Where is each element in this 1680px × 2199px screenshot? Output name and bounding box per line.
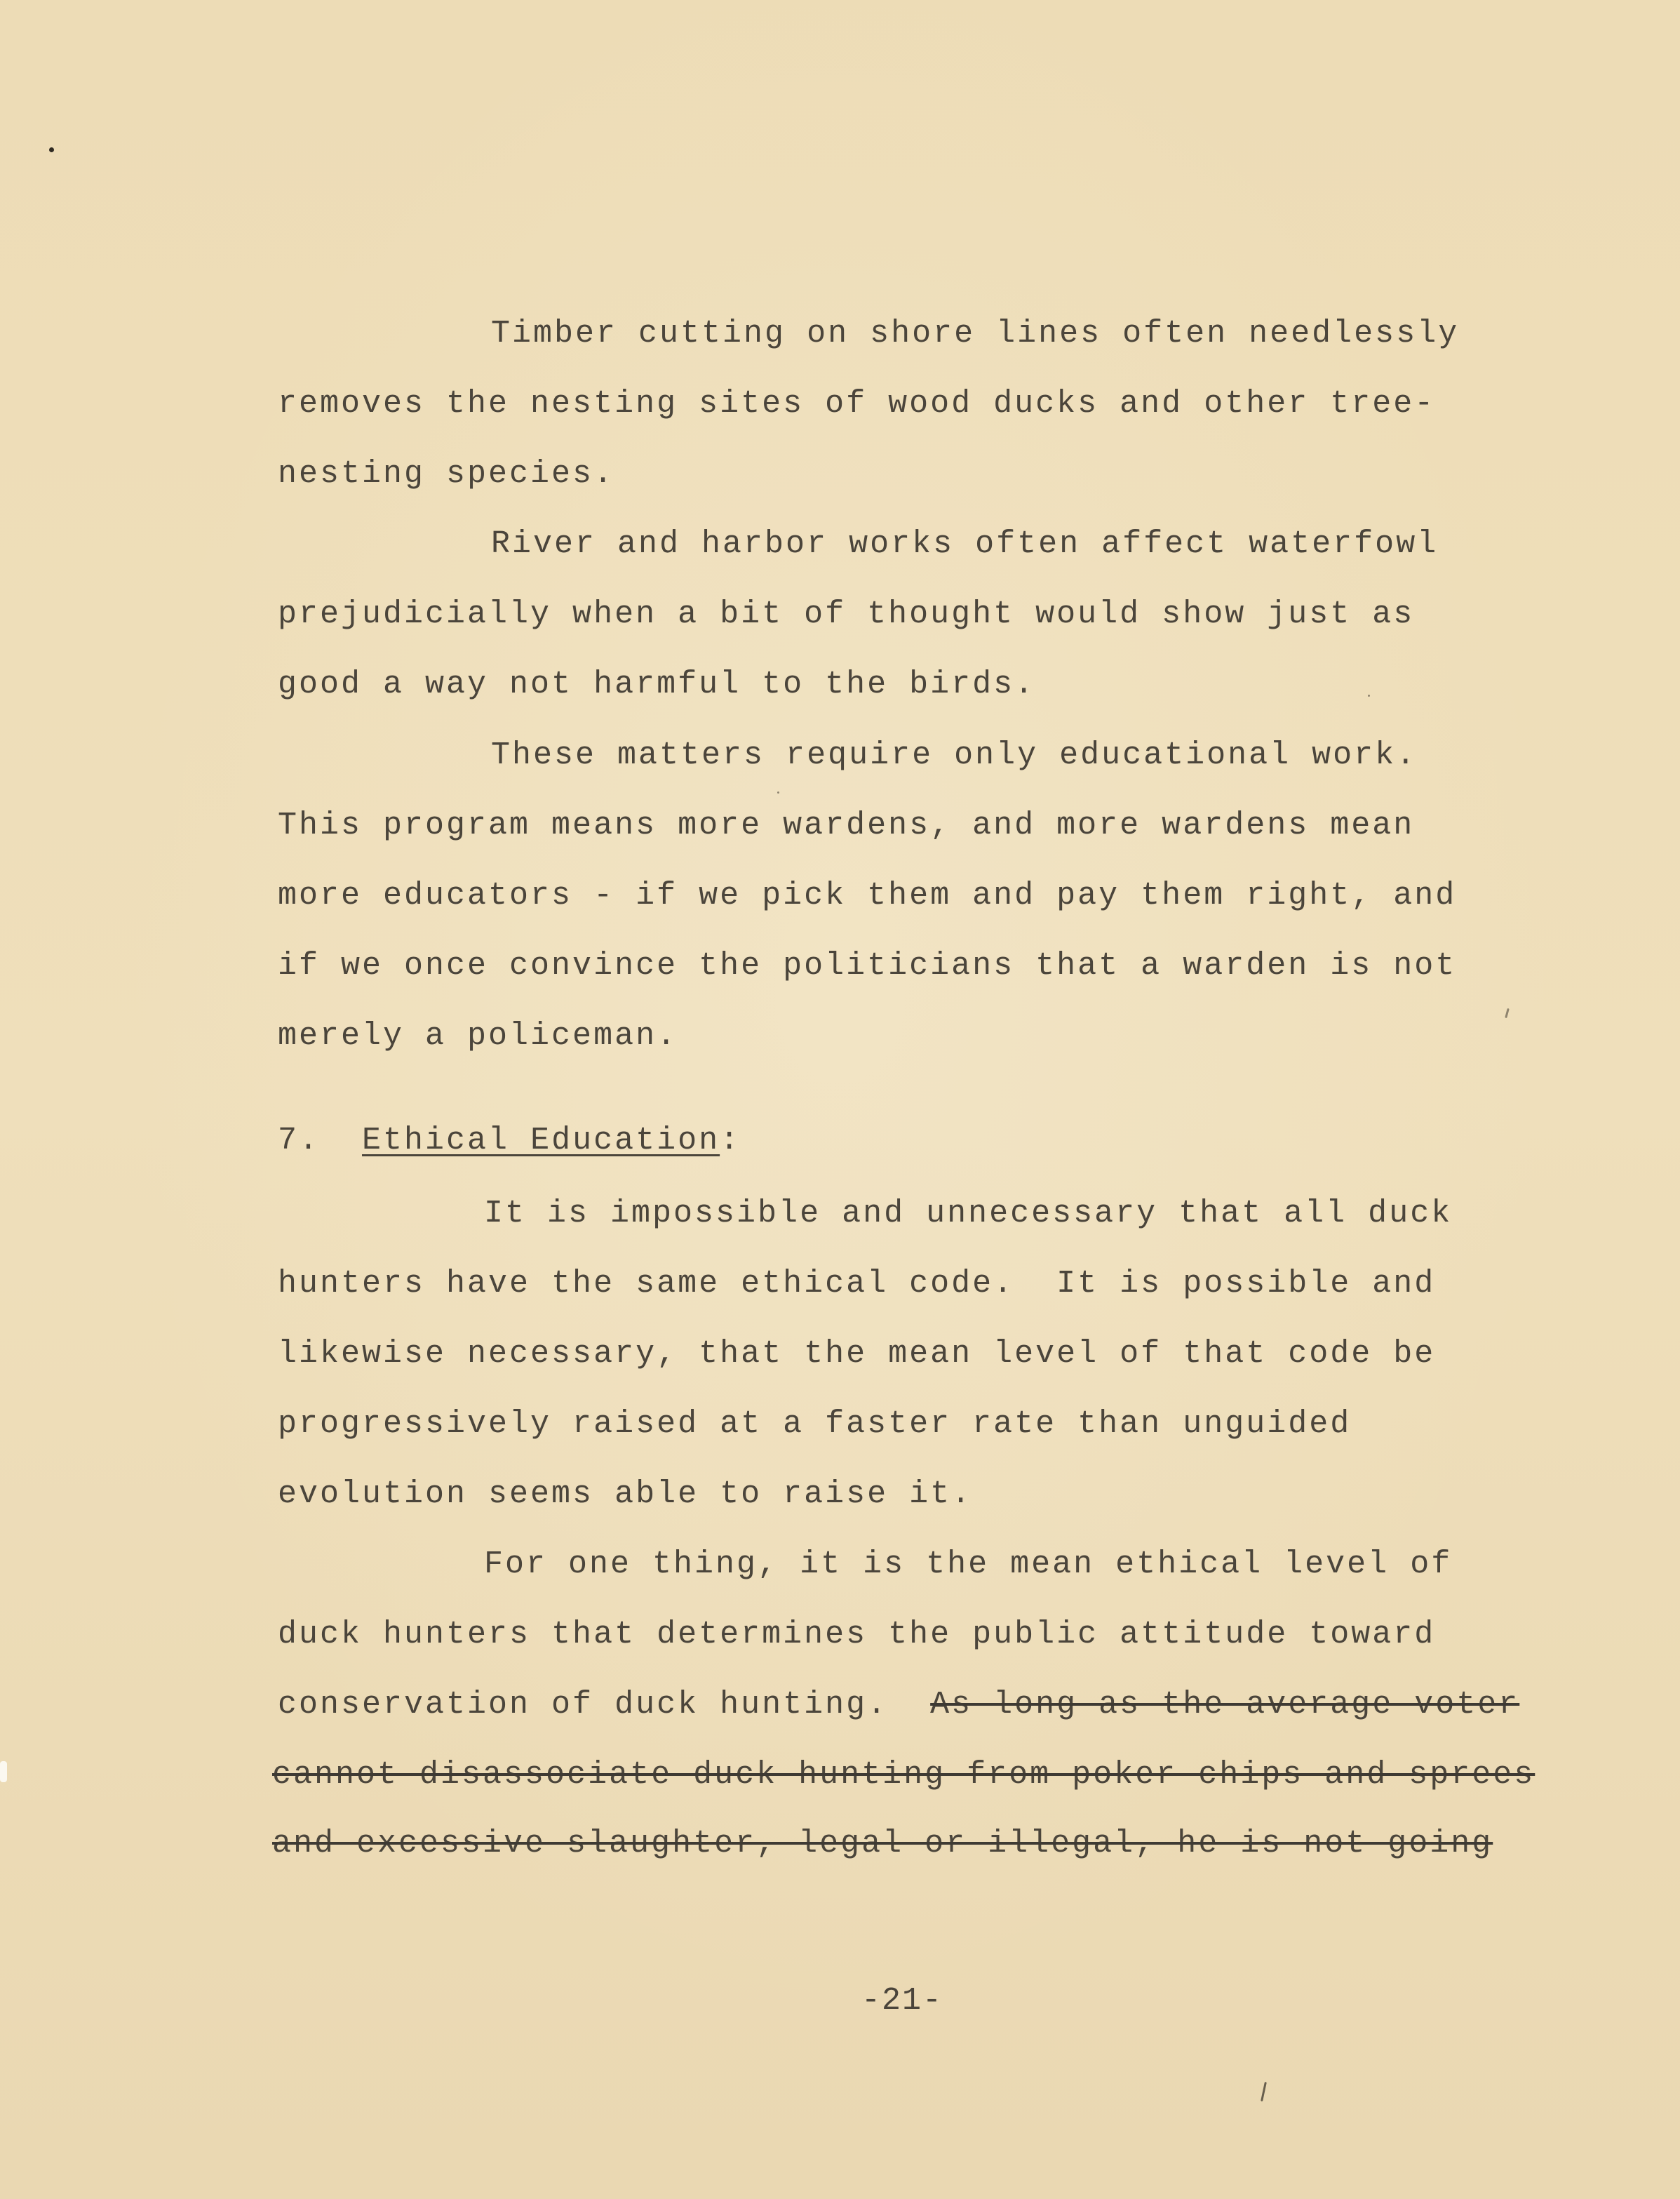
text-segment: conservation of duck hunting.: [278, 1687, 931, 1723]
paper-speck: [1368, 695, 1370, 697]
section-colon: :: [720, 1123, 741, 1158]
text-line: more educators - if we pick them and pay them right, and: [278, 878, 1457, 914]
text-line: merely a policeman.: [278, 1018, 678, 1054]
section-heading: [278, 1120, 741, 1162]
section-number: 7.: [278, 1123, 321, 1158]
text-line: prejudicially when a bit of thought would show just as: [278, 596, 1415, 632]
text-line: For one thing, it is the mean ethical level of: [484, 1546, 1453, 1582]
text-line: likewise necessary, that the mean level of that code be: [278, 1336, 1436, 1372]
paper-speck: [777, 791, 779, 794]
text-line: duck hunters that determines the public attitude toward: [278, 1617, 1436, 1652]
text-line: It is impossible and unnecessary that all duck: [484, 1196, 1453, 1231]
section-title: Ethical Education: [362, 1123, 720, 1158]
text-line: removes the nesting sites of wood ducks and other tree-: [278, 386, 1436, 422]
text-line: This program means more wardens, and more wardens mean: [278, 808, 1415, 843]
text-line: evolution seems able to raise it.: [278, 1476, 973, 1512]
struck-text-line: and excessive slaughter, legal or illegal, he is not going: [272, 1826, 1493, 1862]
pen-mark: [1261, 2082, 1267, 2101]
text-line: [278, 1684, 1519, 1726]
text-line: hunters have the same ethical code. It is possible and: [278, 1266, 1436, 1302]
text-line: These matters require only educational work.: [491, 737, 1418, 773]
edge-hole: [0, 1761, 7, 1782]
text-line: Timber cutting on shore lines often needlessly: [491, 316, 1460, 352]
text-line: River and harbor works often affect waterfowl: [491, 526, 1439, 562]
paper-speck: [49, 147, 54, 152]
text-line: if we once convince the politicians that a warden is not: [278, 948, 1457, 984]
page-number: -21-: [861, 1983, 943, 2019]
text-line: progressively raised at a faster rate than unguided: [278, 1406, 1352, 1442]
struck-text-line: cannot disassociate duck hunting from poker chips and sprees: [272, 1757, 1535, 1793]
struck-text: As long as the average voter: [930, 1687, 1520, 1723]
text-line: good a way not harmful to the birds.: [278, 667, 1036, 702]
pen-mark: [1505, 1008, 1510, 1018]
text-line: nesting species.: [278, 456, 615, 492]
